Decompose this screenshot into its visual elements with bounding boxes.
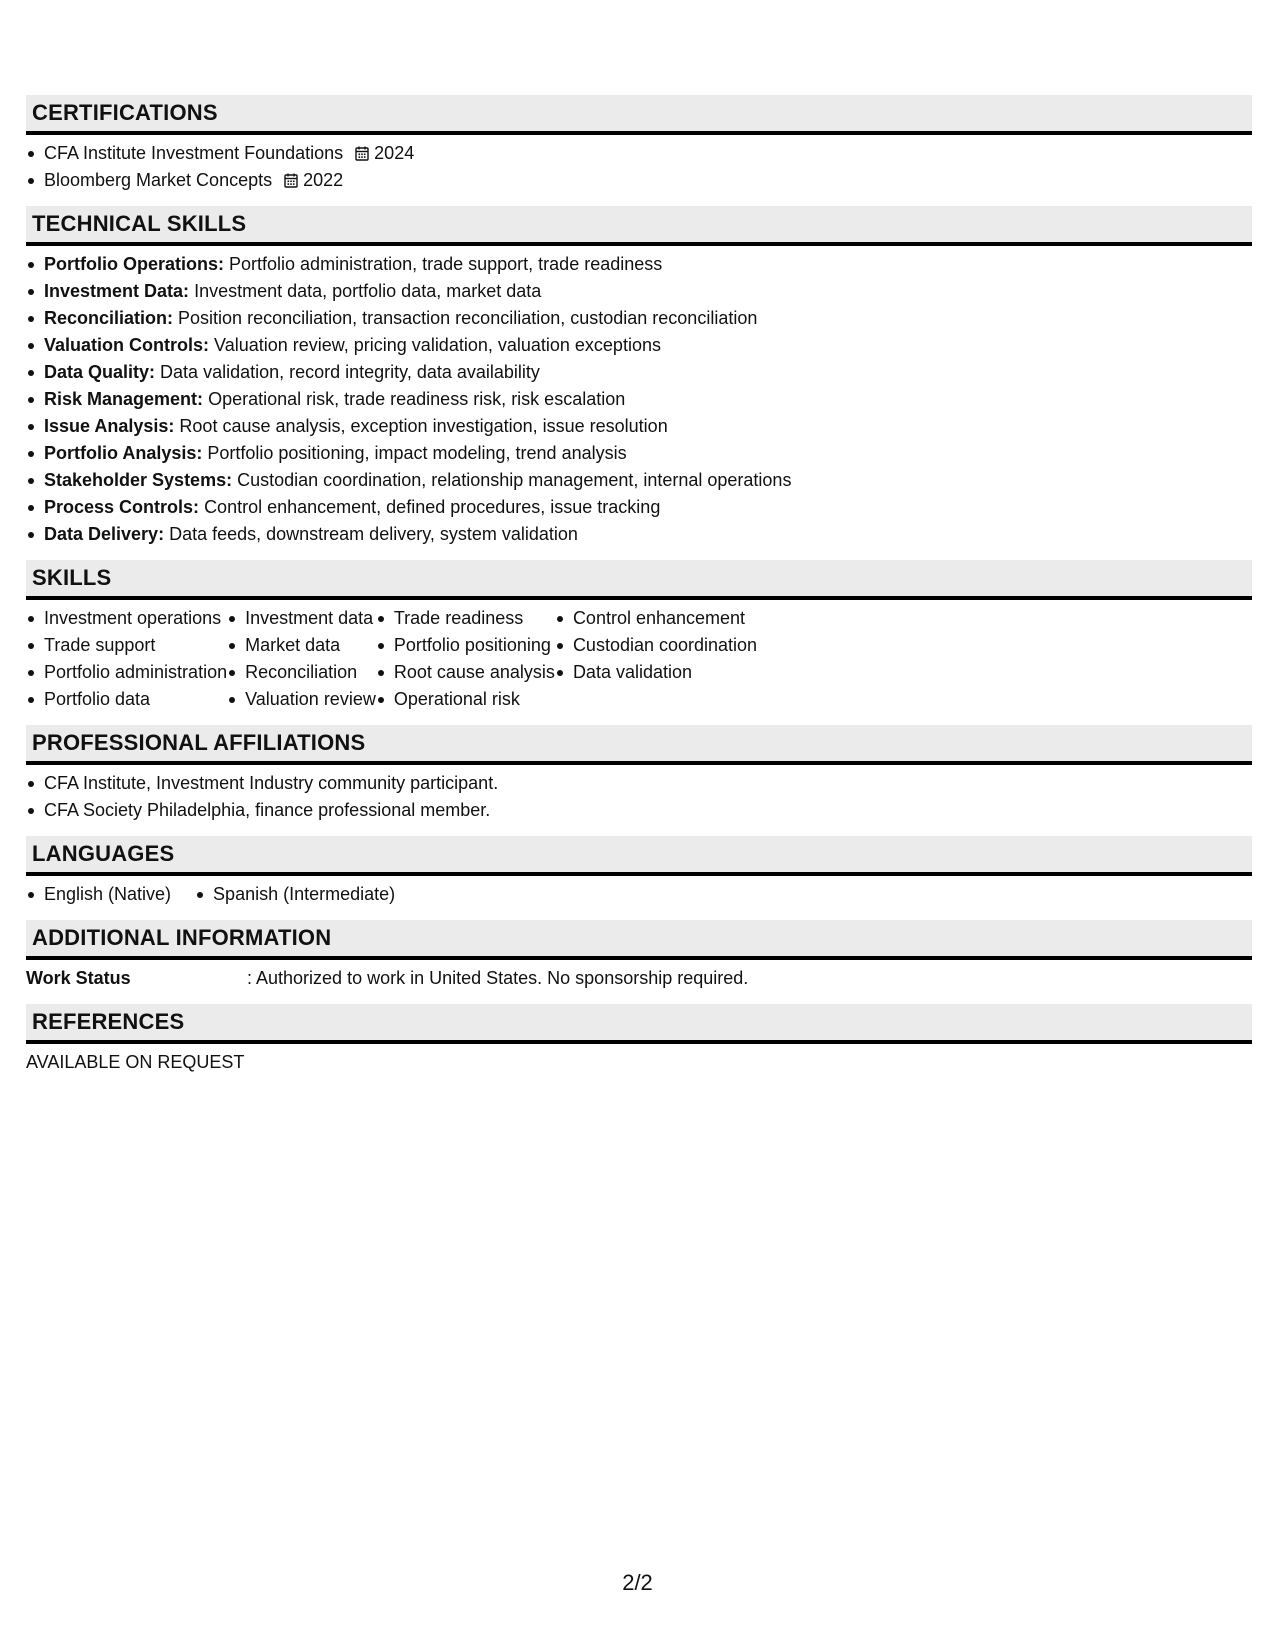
section-title-technical-skills: TECHNICAL SKILLS bbox=[26, 206, 1252, 246]
technical-skill-text: Valuation review, pricing validation, valuation exceptions bbox=[214, 335, 661, 355]
affiliations-list bbox=[26, 770, 1252, 824]
calendar-icon bbox=[284, 173, 298, 188]
technical-skill-item bbox=[26, 332, 1252, 359]
technical-skill-text: Investment data, portfolio data, market data bbox=[194, 281, 542, 301]
language-item: Spanish (Intermediate) bbox=[195, 881, 395, 908]
technical-skill-item bbox=[26, 386, 1252, 413]
skill-item: Portfolio positioning bbox=[376, 632, 555, 659]
info-value: : Authorized to work in United States. No sponsorship required. bbox=[247, 968, 749, 988]
technical-skill-text: Position reconciliation, transaction reconciliation, custodian reconciliation bbox=[178, 308, 758, 328]
technical-skill-text: Root cause analysis, exception investigation, issue resolution bbox=[179, 416, 668, 436]
skill-item: Custodian coordination bbox=[555, 632, 757, 659]
skills-column bbox=[376, 605, 555, 713]
skills-column bbox=[26, 605, 227, 713]
section-title-additional-info: ADDITIONAL INFORMATION bbox=[26, 920, 1252, 960]
skill-item: Trade readiness bbox=[376, 605, 555, 632]
skills-grid bbox=[26, 600, 1252, 725]
skill-item: Operational risk bbox=[376, 686, 555, 713]
skill-item: Market data bbox=[227, 632, 376, 659]
technical-skill-label: Portfolio Operations: bbox=[44, 254, 224, 274]
skill-item: Portfolio administration bbox=[26, 659, 227, 686]
technical-skill-label: Valuation Controls: bbox=[44, 335, 210, 355]
technical-skill-item bbox=[26, 494, 1252, 521]
info-row bbox=[26, 965, 1252, 992]
technical-skill-text: Operational risk, trade readiness risk, risk escalation bbox=[208, 389, 626, 409]
language-item: English (Native) bbox=[26, 881, 171, 908]
technical-skill-item bbox=[26, 440, 1252, 467]
certifications-list bbox=[26, 140, 1252, 194]
skills-column bbox=[555, 605, 757, 713]
languages-list bbox=[26, 881, 1252, 908]
technical-skill-item bbox=[26, 467, 1252, 494]
additional-info-section bbox=[26, 920, 1252, 1004]
technical-skill-label: Process Controls: bbox=[44, 497, 200, 517]
section-title-certifications: CERTIFICATIONS bbox=[26, 95, 1252, 135]
section-title-affiliations: PROFESSIONAL AFFILIATIONS bbox=[26, 725, 1252, 765]
info-label: Work Status bbox=[26, 968, 131, 988]
technical-skill-label: Issue Analysis: bbox=[44, 416, 175, 436]
skills-column bbox=[227, 605, 376, 713]
certification-name: CFA Institute Investment Foundations bbox=[44, 143, 344, 163]
technical-skill-label: Portfolio Analysis: bbox=[44, 443, 203, 463]
skill-item: Portfolio data bbox=[26, 686, 227, 713]
technical-skill-text: Portfolio administration, trade support, trade readiness bbox=[229, 254, 663, 274]
skill-item: Reconciliation bbox=[227, 659, 376, 686]
page-number: 2/2 bbox=[622, 1570, 653, 1595]
technical-skill-label: Reconciliation: bbox=[44, 308, 174, 328]
technical-skill-text: Custodian coordination, relationship management, internal operations bbox=[237, 470, 792, 490]
technical-skill-item bbox=[26, 521, 1252, 548]
certification-name: Bloomberg Market Concepts bbox=[44, 170, 273, 190]
certification-item bbox=[26, 140, 1252, 167]
references-section bbox=[26, 1004, 1252, 1088]
calendar-icon bbox=[355, 146, 369, 161]
technical-skill-label: Stakeholder Systems: bbox=[44, 470, 233, 490]
technical-skill-text: Data feeds, downstream delivery, system validation bbox=[169, 524, 578, 544]
technical-skill-item bbox=[26, 359, 1252, 386]
skill-item: Valuation review bbox=[227, 686, 376, 713]
skill-item: Control enhancement bbox=[555, 605, 757, 632]
skill-item: Investment data bbox=[227, 605, 376, 632]
certification-year: 2024 bbox=[374, 143, 415, 163]
affiliations-section bbox=[26, 725, 1252, 836]
technical-skill-item bbox=[26, 305, 1252, 332]
certifications-section bbox=[26, 95, 1252, 206]
affiliation-item: CFA Institute, Investment Industry community participant. bbox=[26, 770, 1252, 797]
technical-skill-text: Portfolio positioning, impact modeling, trend analysis bbox=[207, 443, 627, 463]
skill-item: Investment operations bbox=[26, 605, 227, 632]
section-title-references: REFERENCES bbox=[26, 1004, 1252, 1044]
resume-page bbox=[26, 95, 1252, 1088]
section-title-languages: LANGUAGES bbox=[26, 836, 1252, 876]
affiliation-item: CFA Society Philadelphia, finance professional member. bbox=[26, 797, 1252, 824]
technical-skill-text: Control enhancement, defined procedures, issue tracking bbox=[204, 497, 661, 517]
technical-skill-label: Data Delivery: bbox=[44, 524, 165, 544]
skill-item: Data validation bbox=[555, 659, 757, 686]
languages-section bbox=[26, 836, 1252, 920]
certification-year: 2022 bbox=[303, 170, 344, 190]
technical-skill-item bbox=[26, 413, 1252, 440]
technical-skill-item bbox=[26, 251, 1252, 278]
technical-skills-list bbox=[26, 251, 1252, 548]
technical-skill-label: Risk Management: bbox=[44, 389, 204, 409]
technical-skills-section bbox=[26, 206, 1252, 560]
section-title-skills: SKILLS bbox=[26, 560, 1252, 600]
technical-skill-text: Data validation, record integrity, data availability bbox=[160, 362, 540, 382]
technical-skill-label: Data Quality: bbox=[44, 362, 156, 382]
certification-item bbox=[26, 167, 1252, 194]
references-text: AVAILABLE ON REQUEST bbox=[26, 1052, 245, 1072]
skill-item: Root cause analysis bbox=[376, 659, 555, 686]
technical-skill-label: Investment Data: bbox=[44, 281, 190, 301]
skills-section bbox=[26, 560, 1252, 725]
technical-skill-item bbox=[26, 278, 1252, 305]
skill-item: Trade support bbox=[26, 632, 227, 659]
